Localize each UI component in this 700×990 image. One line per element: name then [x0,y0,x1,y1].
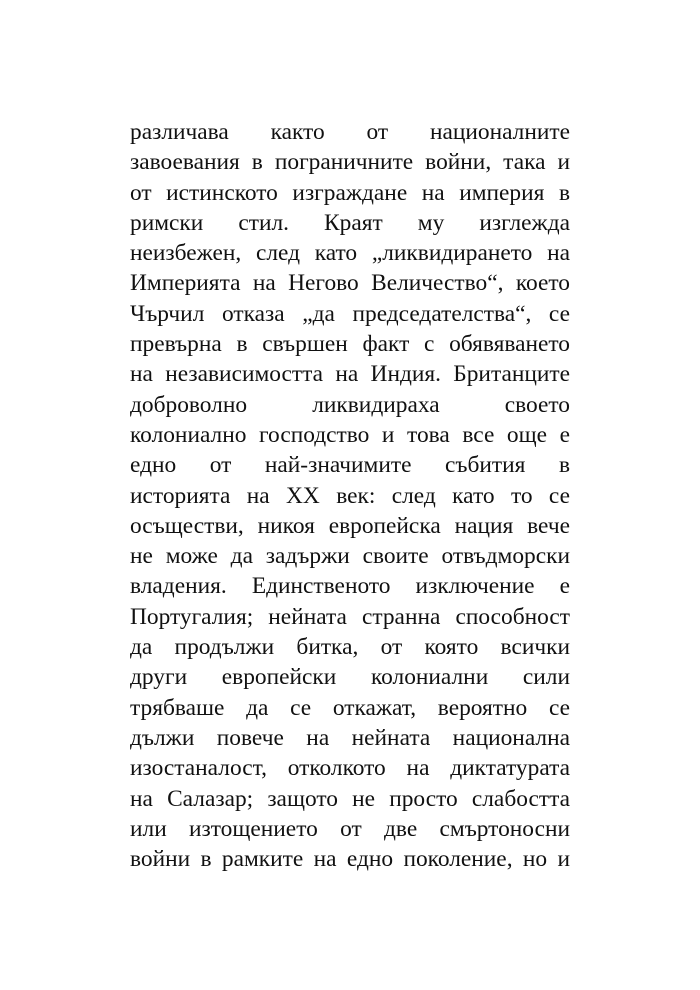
text-line: трябваше да се откажат, вероятно се [130,694,570,721]
text-line: различава както от националните [130,119,570,145]
text-line: на независимостта на Индия. Британците [130,361,570,388]
text-line: изостаналост, отколкото на диктатурата [130,755,570,782]
text-line: историята на XX век: след като то се [130,482,570,509]
text-line: римски стил. Краят му изглежда [130,209,570,236]
text-line: войни в рамките на едно поколение, но и [130,846,570,873]
text-line: едно от най-значимите събития в [130,452,570,479]
text-line: от истинското изграждане на империя в [130,179,570,206]
text-line: доброволно ликвидираха своето [130,391,570,418]
text-line: други европейски колониални сили [130,664,570,691]
text-line: дължи повече на нейната национална [130,724,570,751]
body-paragraph [130,117,570,874]
text-line: не може да задържи своите отвъдморски [130,543,570,570]
text-line: превърна в свършен факт с обявяването [130,331,570,358]
text-line: завоевания в пограничните войни, така и [130,149,570,176]
text-line: на Салазар; защото не просто слабостта [130,785,570,812]
text-line: Империята на Негово Величество“, което [130,270,570,297]
text-line: владения. Единственото изключение е [130,573,570,600]
text-line: да продължи битка, от която всички [130,634,570,661]
text-line: Чърчил отказа „да председателства“, се [130,300,570,327]
text-line: осъществи, никоя европейска нация вече [130,512,570,539]
text-line: неизбежен, след като „ликвидирането на [130,240,570,267]
text-line: или изтощението от две смъртоносни [130,815,570,842]
text-line: Португалия; нейната странна способност [130,603,570,630]
text-line: колониално господство и това все още е [130,421,570,448]
